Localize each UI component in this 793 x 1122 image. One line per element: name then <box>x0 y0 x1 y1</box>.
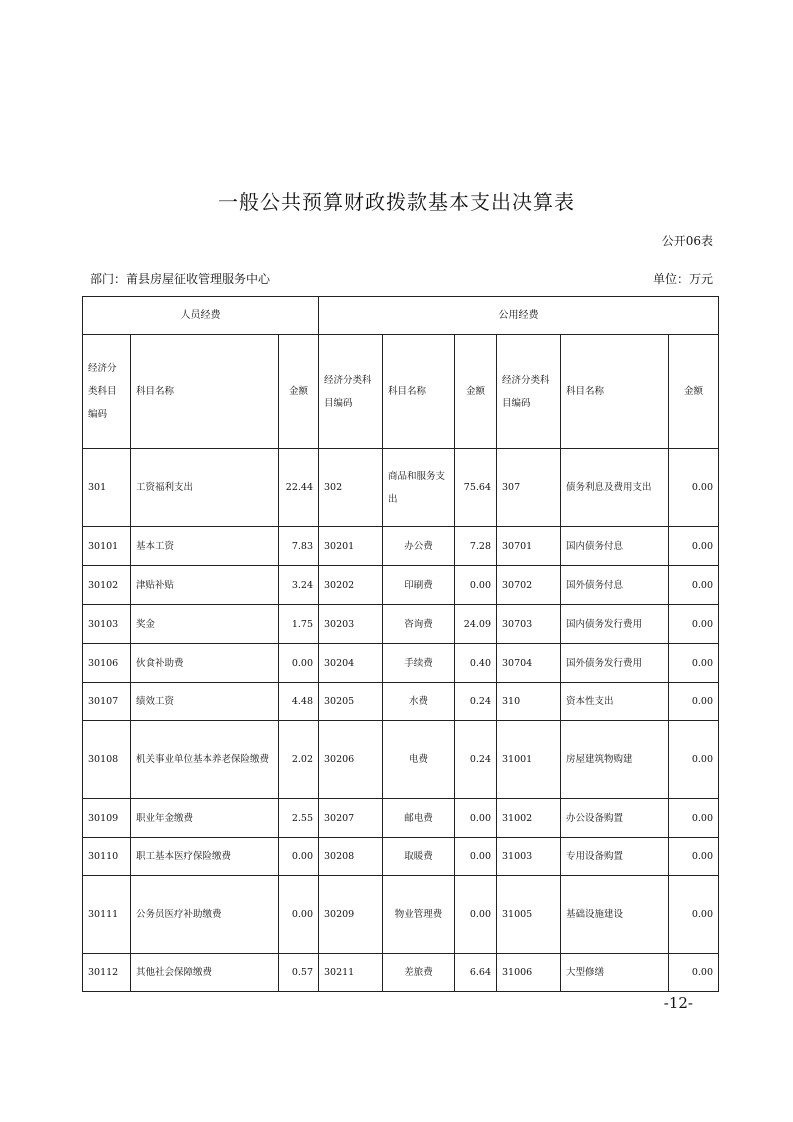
p-code: 30102 <box>83 566 131 605</box>
p-name: 职工基本医疗保险缴费 <box>131 838 279 876</box>
p-code: 30108 <box>83 721 131 799</box>
m-amount: 0.24 <box>455 683 497 721</box>
page-number: -12- <box>663 994 693 1012</box>
r-name: 专用设备购置 <box>561 838 669 876</box>
m-name: 取暖费 <box>383 838 455 876</box>
p-name: 奖金 <box>131 605 279 644</box>
p-amount: 0.57 <box>279 954 319 992</box>
r-code: 30701 <box>497 527 561 566</box>
group-header-row <box>83 297 719 335</box>
m-amount: 24.09 <box>455 605 497 644</box>
p-name: 伙食补助费 <box>131 644 279 683</box>
m-code: 30204 <box>319 644 383 683</box>
r-amount: 0.00 <box>669 644 719 683</box>
p-code: 30101 <box>83 527 131 566</box>
p-amount: 22.44 <box>279 449 319 527</box>
table-row <box>83 721 719 799</box>
r-name: 债务利息及费用支出 <box>561 449 669 527</box>
department-label: 部门：莆县房屋征收管理服务中心 <box>90 272 271 286</box>
m-amount: 0.24 <box>455 721 497 799</box>
r-amount: 0.00 <box>669 527 719 566</box>
table-row <box>83 449 719 527</box>
p-amount: 0.00 <box>279 644 319 683</box>
p-code: 301 <box>83 449 131 527</box>
table-row <box>83 605 719 644</box>
r-name: 基础设施建设 <box>561 876 669 954</box>
r-code: 30702 <box>497 566 561 605</box>
m-code: 30203 <box>319 605 383 644</box>
m-name: 差旅费 <box>383 954 455 992</box>
r-name: 大型修缮 <box>561 954 669 992</box>
r-name: 资本性支出 <box>561 683 669 721</box>
m-amount: 7.28 <box>455 527 497 566</box>
m-name: 商品和服务支出 <box>383 449 455 527</box>
r-amount: 0.00 <box>669 838 719 876</box>
m-code: 30202 <box>319 566 383 605</box>
r-code: 31006 <box>497 954 561 992</box>
table-row <box>83 566 719 605</box>
r-name: 国外债务发行费用 <box>561 644 669 683</box>
col-amount-header: 金额 <box>669 335 719 449</box>
r-name: 房屋建筑物购建 <box>561 721 669 799</box>
table-row <box>83 644 719 683</box>
m-code: 30207 <box>319 799 383 838</box>
page-title: 一般公共预算财政拨款基本支出决算表 <box>218 190 575 214</box>
m-name: 印刷费 <box>383 566 455 605</box>
col-code-header: 经济分类科目编码 <box>319 335 383 449</box>
r-amount: 0.00 <box>669 876 719 954</box>
r-amount: 0.00 <box>669 449 719 527</box>
m-amount: 75.64 <box>455 449 497 527</box>
table-row <box>83 838 719 876</box>
p-name: 绩效工资 <box>131 683 279 721</box>
r-name: 办公设备购置 <box>561 799 669 838</box>
r-amount: 0.00 <box>669 566 719 605</box>
p-amount: 4.48 <box>279 683 319 721</box>
r-name: 国外债务付息 <box>561 566 669 605</box>
unit-label: 单位：万元 <box>652 272 713 286</box>
m-amount: 0.00 <box>455 566 497 605</box>
m-name: 电费 <box>383 721 455 799</box>
p-name: 职业年金缴费 <box>131 799 279 838</box>
table-row <box>83 876 719 954</box>
p-amount: 0.00 <box>279 876 319 954</box>
p-amount: 7.83 <box>279 527 319 566</box>
group-public-header: 公用经费 <box>319 297 719 335</box>
p-amount: 2.02 <box>279 721 319 799</box>
p-name: 工资福利支出 <box>131 449 279 527</box>
table-row <box>83 799 719 838</box>
p-name: 津贴补贴 <box>131 566 279 605</box>
expenditure-table <box>82 296 719 992</box>
r-code: 31003 <box>497 838 561 876</box>
m-name: 手续费 <box>383 644 455 683</box>
m-name: 物业管理费 <box>383 876 455 954</box>
p-code: 30103 <box>83 605 131 644</box>
col-code-header: 经济分类科目编码 <box>497 335 561 449</box>
m-name: 办公费 <box>383 527 455 566</box>
m-amount: 0.00 <box>455 876 497 954</box>
m-code: 30201 <box>319 527 383 566</box>
m-code: 30206 <box>319 721 383 799</box>
col-name-header: 科目名称 <box>131 335 279 449</box>
m-name: 水费 <box>383 683 455 721</box>
p-code: 30107 <box>83 683 131 721</box>
r-amount: 0.00 <box>669 799 719 838</box>
r-code: 310 <box>497 683 561 721</box>
p-amount: 1.75 <box>279 605 319 644</box>
r-amount: 0.00 <box>669 954 719 992</box>
table-row <box>83 683 719 721</box>
p-amount: 3.24 <box>279 566 319 605</box>
r-code: 307 <box>497 449 561 527</box>
r-amount: 0.00 <box>669 605 719 644</box>
p-name: 其他社会保障缴费 <box>131 954 279 992</box>
p-code: 30109 <box>83 799 131 838</box>
r-code: 30704 <box>497 644 561 683</box>
r-name: 国内债务付息 <box>561 527 669 566</box>
col-amount-header: 金额 <box>455 335 497 449</box>
r-amount: 0.00 <box>669 683 719 721</box>
p-code: 30112 <box>83 954 131 992</box>
r-amount: 0.00 <box>669 721 719 799</box>
p-code: 30110 <box>83 838 131 876</box>
p-name: 机关事业单位基本养老保险缴费 <box>131 721 279 799</box>
m-code: 302 <box>319 449 383 527</box>
col-name-header: 科目名称 <box>561 335 669 449</box>
p-amount: 0.00 <box>279 838 319 876</box>
p-code: 30106 <box>83 644 131 683</box>
col-code-header: 经济分类科目编码 <box>83 335 131 449</box>
m-name: 咨询费 <box>383 605 455 644</box>
r-code: 30703 <box>497 605 561 644</box>
column-header-row <box>83 335 719 449</box>
table-row <box>83 527 719 566</box>
p-amount: 2.55 <box>279 799 319 838</box>
m-amount: 0.00 <box>455 838 497 876</box>
r-code: 31005 <box>497 876 561 954</box>
p-name: 基本工资 <box>131 527 279 566</box>
m-amount: 0.00 <box>455 799 497 838</box>
m-amount: 0.40 <box>455 644 497 683</box>
m-code: 30209 <box>319 876 383 954</box>
p-name: 公务员医疗补助缴费 <box>131 876 279 954</box>
p-code: 30111 <box>83 876 131 954</box>
r-name: 国内债务发行费用 <box>561 605 669 644</box>
m-code: 30208 <box>319 838 383 876</box>
form-code: 公开06表 <box>661 234 713 248</box>
m-code: 30211 <box>319 954 383 992</box>
group-personnel-header: 人员经费 <box>83 297 319 335</box>
m-code: 30205 <box>319 683 383 721</box>
m-amount: 6.64 <box>455 954 497 992</box>
r-code: 31002 <box>497 799 561 838</box>
table-row <box>83 954 719 992</box>
col-name-header: 科目名称 <box>383 335 455 449</box>
col-amount-header: 金额 <box>279 335 319 449</box>
r-code: 31001 <box>497 721 561 799</box>
m-name: 邮电费 <box>383 799 455 838</box>
